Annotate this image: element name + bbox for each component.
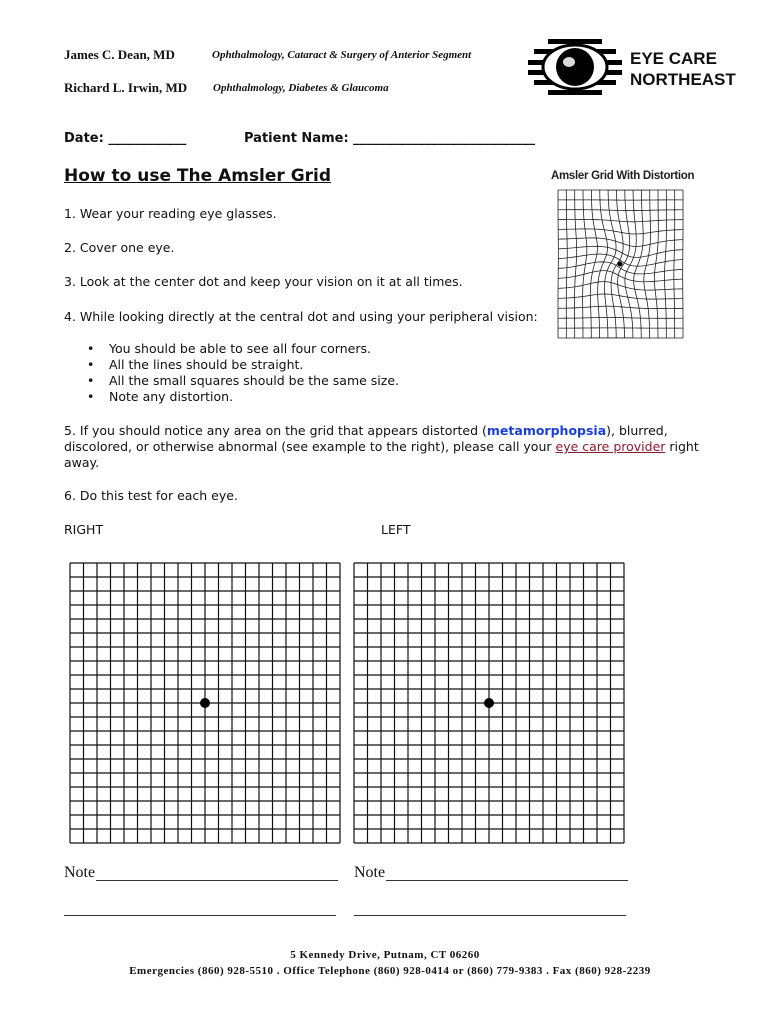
example-caption: Amsler Grid With Distortion [551, 170, 695, 182]
left-note-label: Note [354, 864, 386, 881]
center-dot [484, 698, 494, 708]
doctor-specialty-2: Ophthalmology, Diabetes & Glaucoma [213, 82, 389, 94]
left-note-line-2[interactable] [354, 915, 626, 916]
bullet-icon: • [87, 389, 95, 404]
bullet-icon: • [87, 373, 95, 388]
doctor-specialty-1: Ophthalmology, Cataract & Surgery of Anterior Segment [212, 49, 472, 61]
right-note-label: Note [64, 864, 96, 881]
date-field[interactable]: Date: ____________ [64, 131, 187, 146]
distorted-grid-line [664, 190, 666, 338]
step-2: 2. Cover one eye. [64, 240, 175, 255]
eye-logo-icon [526, 34, 624, 100]
right-eye-amsler-grid [70, 563, 340, 843]
distorted-grid-line [590, 190, 597, 338]
bullet-icon: • [87, 341, 95, 356]
distorted-amsler-grid-example [558, 190, 683, 338]
distorted-grid-line [598, 190, 608, 338]
step-5: 5. If you should notice any area on the grid that appears distorted (metamorphopsia), blurred, discolored, or otherwise abnormal (see example to the right), please call your eye care provider right away. [64, 423, 699, 470]
distorted-grid-line [674, 190, 675, 338]
distorted-grid-line [558, 294, 683, 299]
distorted-grid-line [566, 190, 567, 338]
center-dot [200, 698, 210, 708]
distorted-grid-line [558, 317, 683, 318]
right-note-line-2[interactable] [64, 915, 336, 916]
distorted-grid-line [558, 210, 683, 211]
step-4: 4. While looking directly at the central dot and using your peripheral vision: [64, 309, 538, 324]
distorted-grid-line [558, 229, 683, 234]
logo-line-2: NORTHEAST [630, 70, 736, 89]
eye-care-provider-link[interactable]: eye care provider [555, 439, 666, 454]
distorted-grid-line [644, 190, 651, 338]
logo-text [630, 48, 736, 90]
metamorphopsia-term: metamorphopsia [486, 423, 607, 438]
page-title: How to use The Amsler Grid [64, 166, 332, 186]
step-3: 3. Look at the center dot and keep your vision on it at all times. [64, 274, 463, 289]
bullet-list [64, 341, 544, 405]
list-item: • All the small squares should be the same size. [87, 373, 399, 388]
distorted-grid-line [634, 190, 644, 338]
left-note-line-1[interactable] [386, 880, 628, 881]
doctor-name-1: James C. Dean, MD [64, 47, 175, 62]
distorted-grid-line [605, 190, 617, 338]
left-eye-label: LEFT [381, 522, 411, 537]
right-eye-label: RIGHT [64, 522, 104, 537]
logo-line-1: EYE CARE [630, 49, 717, 68]
distorted-grid-line [558, 282, 683, 290]
distorted-grid-line [558, 219, 683, 221]
bullet-icon: • [87, 357, 95, 372]
patient-name-field[interactable]: Patient Name: ____________________________ [244, 131, 536, 146]
distorted-grid-line [558, 306, 683, 308]
list-item: • All the lines should be straight. [87, 357, 304, 372]
doctor-name-2: Richard L. Irwin, MD [64, 80, 188, 95]
left-eye-amsler-grid [354, 563, 624, 843]
list-item: • You should be able to see all four corners. [87, 341, 371, 356]
step-1: 1. Wear your reading eye glasses. [64, 206, 277, 221]
distorted-grid-line [575, 190, 577, 338]
distorted-grid-line [558, 271, 683, 282]
center-dot [618, 262, 623, 267]
list-item: • Note any distortion. [87, 389, 234, 404]
right-note-line-1[interactable] [96, 880, 338, 881]
step-6: 6. Do this test for each eye. [64, 488, 238, 503]
footer-address: 5 Kennedy Drive, Putnam, CT 06260 [290, 949, 480, 961]
footer-contacts: Emergencies (860) 928-5510 . Office Telephone (860) 928-0414 or (860) 779-9383 . Fax (860) 928-2239 [129, 965, 651, 977]
